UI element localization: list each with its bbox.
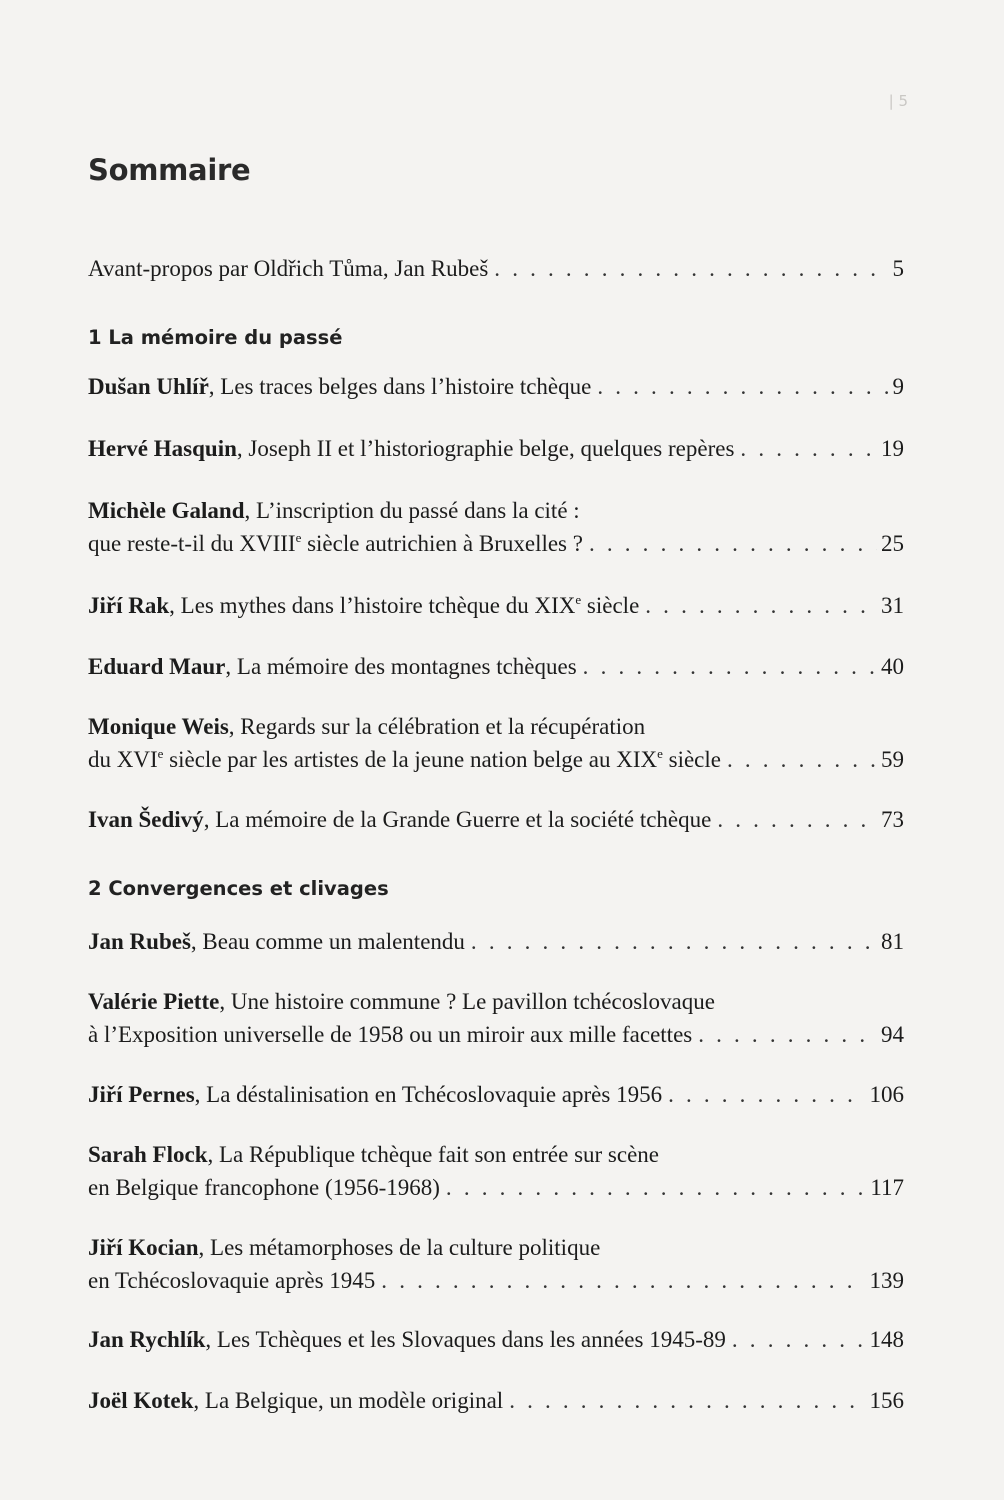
- entry-author: Hervé Hasquin: [88, 436, 237, 461]
- page-number: 156: [869, 1388, 904, 1413]
- toc-entry: [88, 1323, 904, 1356]
- leader-dots: [583, 650, 877, 683]
- entry-title: , La mémoire des montagnes tchèques: [225, 654, 577, 679]
- entry-author: Ivan Šedivý: [88, 807, 204, 832]
- leader-dots: [597, 370, 888, 403]
- entry-title: , Les Tchèques et les Slovaques dans les années 1945-89: [205, 1327, 726, 1352]
- leader-dots: [494, 252, 888, 285]
- leader-dots: [717, 803, 877, 836]
- page-number: 9: [892, 374, 904, 399]
- leader-dots: [509, 1384, 865, 1417]
- entry-title: , La déstalinisation en Tchécoslovaquie après 1956: [194, 1082, 663, 1107]
- entry-author: Jiří Kocian: [88, 1235, 199, 1260]
- leader-dots: [668, 1078, 865, 1111]
- entry-author: Jan Rychlík: [88, 1327, 206, 1352]
- entry-title: , La mémoire de la Grande Guerre et la société tchèque: [203, 807, 712, 832]
- entry-title: , La République tchèque fait son entrée sur scène: [207, 1142, 660, 1167]
- page-number: 139: [869, 1268, 904, 1293]
- toc-entry: [88, 985, 904, 1051]
- toc-entry-avant-propos: [88, 252, 904, 285]
- entry-title: , L’inscription du passé dans la cité :: [244, 498, 580, 523]
- leader-dots: [589, 527, 877, 560]
- entry-title: , Les traces belges dans l’histoire tchèque: [208, 374, 592, 399]
- entry-title: , Les métamorphoses de la culture politique: [198, 1235, 601, 1260]
- page-number: 19: [881, 436, 904, 461]
- entry-title: , La Belgique, un modèle original: [193, 1388, 504, 1413]
- toc-entry: [88, 370, 904, 403]
- toc-entry: [88, 803, 904, 836]
- toc-entry: [88, 494, 904, 560]
- entry-title: , Les mythes dans l’histoire tchèque du XIXe siècle: [169, 592, 640, 618]
- toc-entry: [88, 1078, 904, 1111]
- section-heading-1: 1 La mémoire du passé: [88, 326, 343, 349]
- toc-entry: [88, 1231, 904, 1297]
- entry-author: Sarah Flock: [88, 1142, 208, 1167]
- page-title: Sommaire: [88, 153, 251, 187]
- page-number: 73: [881, 807, 904, 832]
- toc-entry: [88, 1384, 904, 1417]
- leader-dots: [645, 589, 877, 622]
- entry-title: , Joseph II et l’historiographie belge, quelques repères: [236, 436, 735, 461]
- page-number: 94: [881, 1022, 904, 1047]
- page-number: 81: [881, 929, 904, 954]
- page-marker: | 5: [888, 92, 908, 110]
- entry-title-continued: à l’Exposition universelle de 1958 ou un miroir aux mille facettes: [88, 1022, 693, 1047]
- leader-dots: [381, 1264, 865, 1297]
- toc-entry: [88, 710, 904, 776]
- entry-author: Dušan Uhlíř: [88, 374, 209, 399]
- entry-author: Jiří Rak: [88, 593, 170, 618]
- entry-author: Valérie Piette: [88, 989, 220, 1014]
- page-number: 148: [869, 1327, 904, 1352]
- entry-title-continued: en Tchécoslovaquie après 1945: [88, 1268, 376, 1293]
- entry-title-continued: en Belgique francophone (1956-1968): [88, 1175, 440, 1200]
- leader-dots: [698, 1018, 877, 1051]
- entry-text: Avant-propos par Oldřich Tůma, Jan Rubeš: [88, 256, 489, 281]
- entry-author: Eduard Maur: [88, 654, 226, 679]
- page-number: 5: [892, 256, 904, 281]
- entry-title: , Une histoire commune ? Le pavillon tchécoslovaque: [219, 989, 715, 1014]
- leader-dots: [740, 432, 877, 465]
- entry-author: Michèle Galand: [88, 498, 245, 523]
- entry-title: , Regards sur la célébration et la récupération: [228, 714, 646, 739]
- toc-entry: [88, 432, 904, 465]
- leader-dots: [732, 1323, 866, 1356]
- entry-title: , Beau comme un malentendu: [190, 929, 465, 954]
- page-number: 25: [881, 531, 904, 556]
- entry-author: Jan Rubeš: [88, 929, 191, 954]
- toc-entry: [88, 1138, 904, 1204]
- page-number: 106: [869, 1082, 904, 1107]
- page-number: 117: [870, 1175, 904, 1200]
- entry-title-continued: du XVIe siècle par les artistes de la jeune nation belge au XIXe siècle: [88, 746, 721, 772]
- leader-dots: [446, 1171, 866, 1204]
- entry-title-continued: que reste-t-il du XVIIIe siècle autrichien à Bruxelles ?: [88, 530, 583, 556]
- toc-entry: [88, 925, 904, 958]
- toc-entry: [88, 650, 904, 683]
- leader-dots: [727, 743, 877, 776]
- entry-author: Monique Weis: [88, 714, 229, 739]
- entry-author: Jiří Pernes: [88, 1082, 195, 1107]
- page-number: 31: [881, 593, 904, 618]
- page-number: 59: [881, 747, 904, 772]
- toc-entry: [88, 589, 904, 622]
- section-heading-2: 2 Convergences et clivages: [88, 877, 389, 900]
- leader-dots: [471, 925, 877, 958]
- entry-author: Joël Kotek: [88, 1388, 194, 1413]
- page-number: 40: [881, 654, 904, 679]
